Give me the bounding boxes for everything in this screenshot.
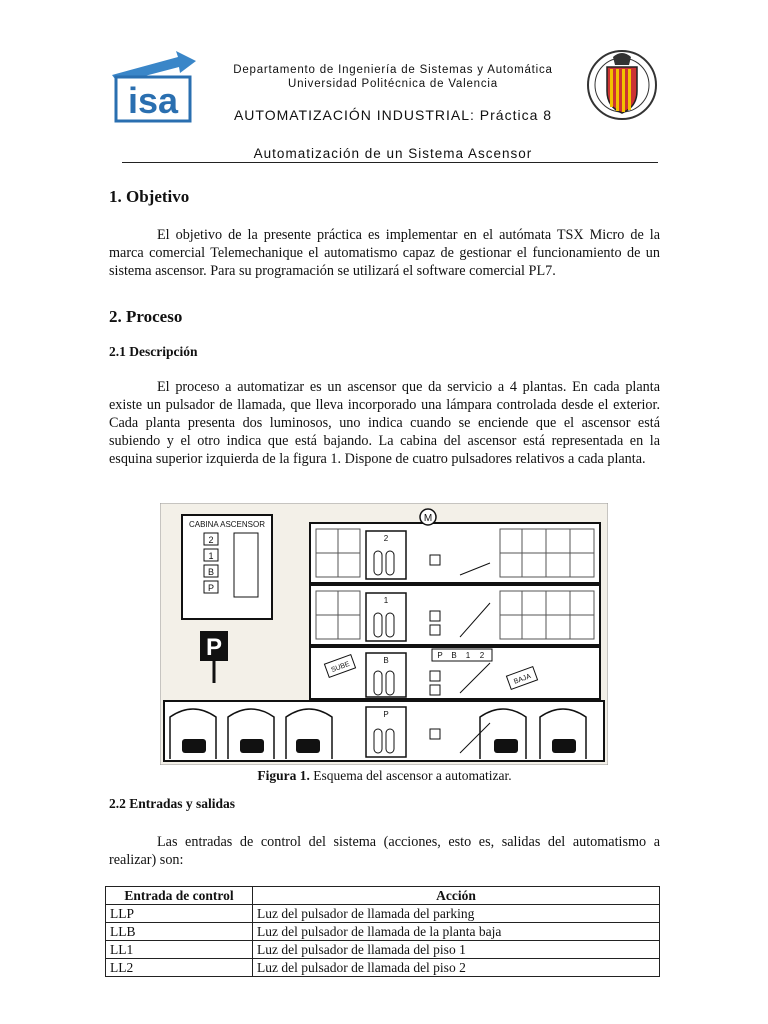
university-crest-icon [585, 45, 660, 129]
cabin-button-p: P [207, 583, 215, 593]
floor-label-b: B [383, 656, 389, 665]
isa-logo-text: isa [127, 80, 179, 121]
department-name: Departamento de Ingeniería de Sistemas y Automática [233, 64, 553, 76]
subsection-title-descripcion: 2.1 Descripción [109, 344, 198, 359]
floor-label-1: 1 [383, 596, 389, 605]
table-cell-action: Luz del pulsador de llamada del piso 1 [253, 941, 660, 959]
descripcion-paragraph: El proceso a automatizar es un ascensor que da servicio a 4 plantas. En cada planta existe un pulsador de llamada, que lleva incorporado una lámpara controlada desde el exterior. Cada planta presenta dos luminosos, uno indica cuando se enciende que el ascensor está subiendo y el otro indica que está bajando. La cabina del ascensor está representada en la esquina superior izquierda de la figura 1. Dispone de cuatro pulsadores relativos a cada planta. [109, 379, 660, 467]
table-cell-code: LLB [106, 923, 253, 941]
figure-caption [109, 768, 660, 784]
panel-label-p: P [437, 651, 443, 660]
table-header-row [106, 887, 660, 905]
isa-logo [108, 47, 200, 125]
document-header [108, 45, 660, 165]
cabin-button-1: 1 [208, 551, 214, 561]
table-row [106, 959, 660, 977]
table-row [106, 941, 660, 959]
parking-sign: P [205, 634, 223, 661]
panel-label-1: 1 [465, 651, 471, 660]
table-row [106, 905, 660, 923]
department-line [208, 63, 578, 91]
table-cell-action: Luz del pulsador de llamada del parking [253, 905, 660, 923]
control-inputs-table [105, 886, 660, 977]
cabin-panel [182, 515, 272, 619]
figure-caption-label: Figura 1. [257, 768, 310, 783]
table-header-input: Entrada de control [106, 887, 253, 905]
section-title-objetivo: 1. Objetivo [109, 187, 190, 206]
practice-subtitle: Automatización de un Sistema Ascensor [253, 146, 533, 161]
table-header-action: Acción [253, 887, 660, 905]
sign-left: SUBE [330, 660, 351, 674]
section-title-proceso: 2. Proceso [109, 307, 183, 326]
floor-label-p: P [383, 710, 389, 719]
entradas-paragraph: Las entradas de control del sistema (acciones, esto es, salidas del automatismo a realizar) son: [109, 834, 660, 868]
objetivo-paragraph: El objetivo de la presente práctica es implementar en el autómata TSX Micro de la marca comercial Telemechanique el automatismo capaz de gestionar el funcionamiento de un sistema ascensor. Para su programación se utilizará el software comercial PL7. [109, 227, 660, 279]
university-name: Universidad Politécnica de Valencia [288, 78, 498, 90]
table-cell-action: Luz del pulsador de llamada del piso 2 [253, 959, 660, 977]
cabin-button-b: B [207, 567, 215, 577]
table-cell-code: LL1 [106, 941, 253, 959]
motor-label: M [423, 513, 433, 524]
course-title: AUTOMATIZACIÓN INDUSTRIAL: Práctica 8 [233, 107, 553, 123]
elevator-diagram [160, 503, 608, 765]
floor-label-2: 2 [383, 534, 389, 543]
panel-label-b: B [451, 651, 457, 660]
cabin-label: CABINA ASCENSOR [188, 520, 266, 529]
figure-caption-text: Esquema del ascensor a automatizar. [309, 768, 512, 783]
table-row [106, 923, 660, 941]
cabin-button-2: 2 [208, 535, 214, 545]
panel-label-2: 2 [479, 651, 485, 660]
table-cell-code: LLP [106, 905, 253, 923]
header-rule [122, 162, 658, 163]
table-cell-code: LL2 [106, 959, 253, 977]
subsection-title-entradas: 2.2 Entradas y salidas [109, 796, 236, 811]
sign-right: BAJA [513, 673, 532, 686]
section-objetivo [109, 187, 660, 207]
table-cell-action: Luz del pulsador de llamada de la planta baja [253, 923, 660, 941]
